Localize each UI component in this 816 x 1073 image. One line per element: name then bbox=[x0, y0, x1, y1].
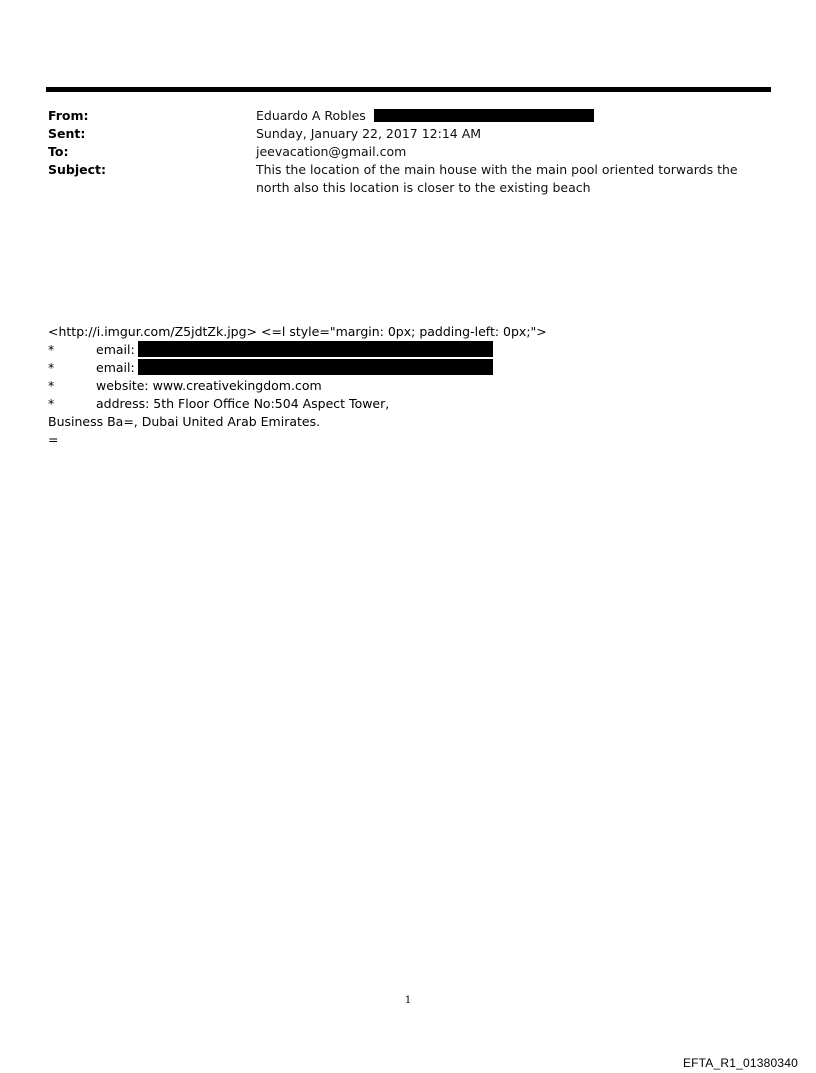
email-header bbox=[48, 107, 768, 197]
from-value-container bbox=[256, 107, 768, 125]
bullet-text: address: 5th Floor Office No:504 Aspect Tower, bbox=[96, 396, 390, 411]
bullet-text: website: www.creativekingdom.com bbox=[96, 378, 322, 393]
bullet-item bbox=[48, 395, 768, 413]
bullet-marker: * bbox=[48, 360, 55, 375]
redaction-bar bbox=[374, 109, 594, 122]
subject-label: Subject: bbox=[48, 162, 106, 177]
bullet-item bbox=[48, 359, 768, 377]
subject-value: This the location of the main house with the main pool oriented torwards the north also this location is closer to the existing beach bbox=[256, 162, 738, 195]
header-rule bbox=[46, 87, 771, 92]
end-line: = bbox=[48, 432, 59, 447]
from-value: Eduardo A Robles bbox=[256, 108, 366, 123]
bullet-item bbox=[48, 341, 768, 359]
to-value: jeevacation@gmail.com bbox=[256, 144, 407, 159]
from-label: From: bbox=[48, 108, 89, 123]
email-body bbox=[48, 323, 768, 449]
bullet-marker: * bbox=[48, 396, 55, 411]
to-row bbox=[48, 143, 768, 161]
sent-label: Sent: bbox=[48, 126, 86, 141]
bullet-marker: * bbox=[48, 342, 55, 357]
sent-value: Sunday, January 22, 2017 12:14 AM bbox=[256, 126, 482, 141]
bullet-marker: * bbox=[48, 378, 55, 393]
bullet-item bbox=[48, 377, 768, 395]
sent-row bbox=[48, 125, 768, 143]
page-number: 1 bbox=[404, 995, 412, 1006]
address-line: Business Ba=, Dubai United Arab Emirates. bbox=[48, 414, 321, 429]
image-link-line: <http://i.imgur.com/Z5jdtZk.jpg> <=l style="margin: 0px; padding-left: 0px;"> bbox=[48, 324, 547, 339]
redaction-bar bbox=[138, 359, 493, 375]
bullet-text: email: bbox=[96, 342, 135, 357]
subject-row bbox=[48, 161, 768, 197]
bates-number: EFTA_R1_01380340 bbox=[682, 1056, 798, 1070]
redaction-bar bbox=[138, 341, 493, 357]
to-label: To: bbox=[48, 144, 69, 159]
from-row bbox=[48, 107, 768, 125]
bullet-text: email: bbox=[96, 360, 135, 375]
